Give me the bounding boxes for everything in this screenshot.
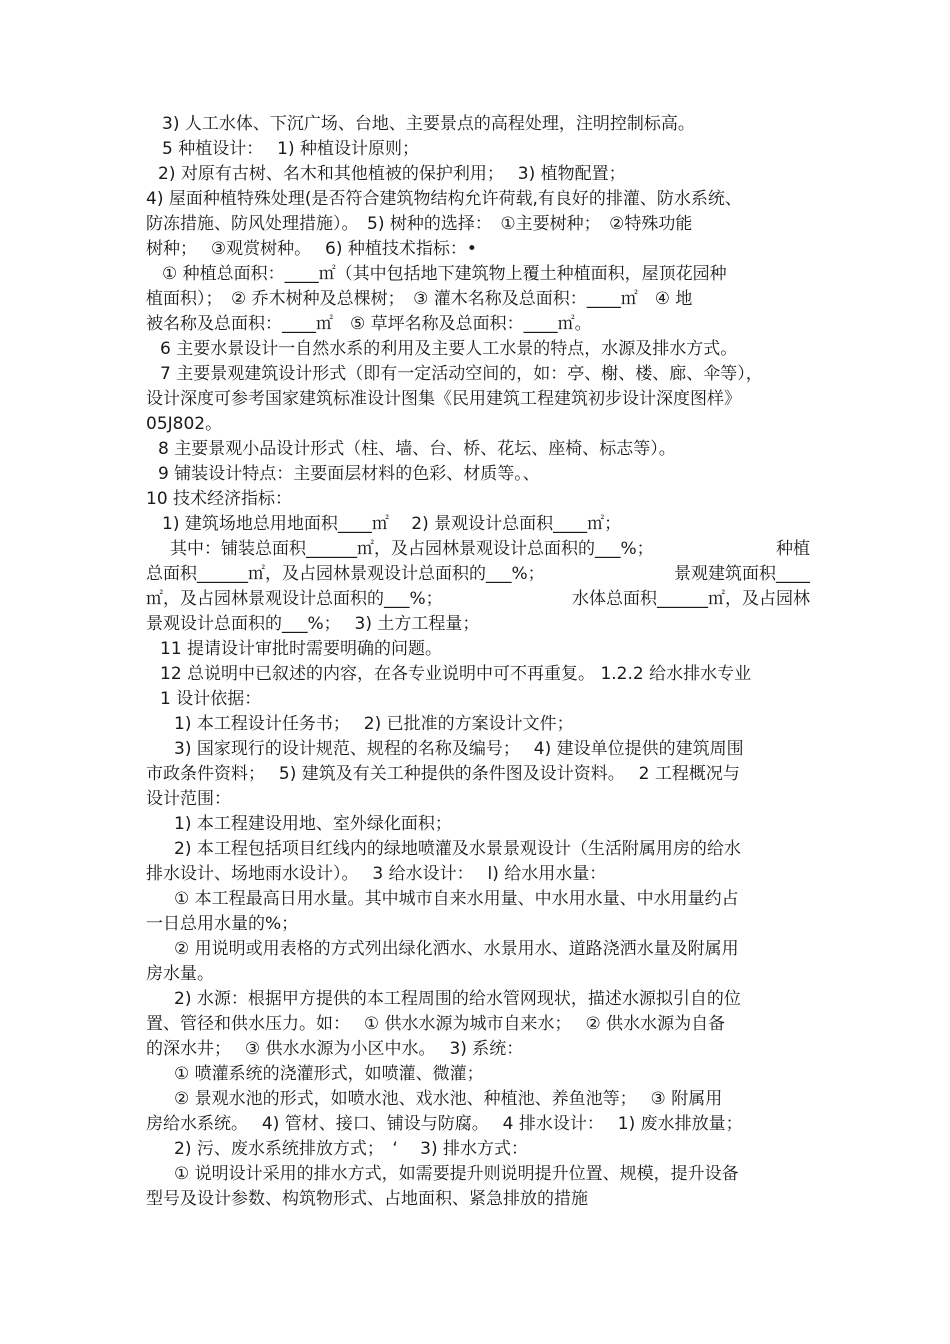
text-segment: 8 主要景观小品设计形式（柱、墙、台、桥、花坛、座椅、标志等）。 xyxy=(158,439,676,459)
text-line xyxy=(146,237,810,262)
text-segment: 1) 本工程建设用地、室外绿化面积； xyxy=(174,814,452,834)
text-line xyxy=(146,187,810,212)
text-segment: 被名称及总面积：____㎡ ⑤ 草坪名称及总面积：____㎡。 xyxy=(146,314,592,334)
text-segment: 排水设计、场地雨水设计）。 3 给水设计： l) 给水用水量： xyxy=(146,864,607,884)
text-line xyxy=(146,412,810,437)
text-line xyxy=(146,287,810,312)
text-segment: 2) 对原有古树、名木和其他植被的保护利用； 3) 植物配置； xyxy=(158,164,626,184)
text-line xyxy=(146,962,810,987)
text-segment: 设计范围： xyxy=(146,789,231,809)
text-line xyxy=(146,937,810,962)
text-line xyxy=(146,537,810,562)
text-segment: 1) 建筑场地总用地面积____㎡ 2) 景观设计总面积____㎡； xyxy=(162,514,622,534)
text-segment: ① 本工程最高日用水量。其中城市自来水用量、中水用水量、中水用量约占 xyxy=(174,889,739,909)
text-segment: 植面积）； ② 乔木树种及总棵树； ③ 灌木名称及总面积：____㎡ ④ 地 xyxy=(146,289,693,309)
text-segment: 的深水井； ③ 供水水源为小区中水。 3) 系统： xyxy=(146,1039,524,1059)
text-line xyxy=(146,587,810,612)
text-line xyxy=(146,337,810,362)
text-line xyxy=(146,462,810,487)
text-line xyxy=(146,1137,810,1162)
text-segment: ① 说明设计采用的排水方式，如需要提升则说明提升位置、规模，提升设备 xyxy=(174,1164,739,1184)
text-segment: 房水量。 xyxy=(146,964,214,984)
text-line xyxy=(146,212,810,237)
text-line xyxy=(146,262,810,287)
text-segment: 10 技术经济指标： xyxy=(146,489,293,509)
text-line xyxy=(146,1187,810,1212)
text-line xyxy=(146,737,810,762)
text-line xyxy=(146,837,810,862)
text-segment: 种植 xyxy=(776,539,810,559)
text-line xyxy=(146,1037,810,1062)
text-line xyxy=(146,787,810,812)
text-segment: 总面积______㎡，及占园林景观设计总面积的___%； xyxy=(146,564,545,584)
text-segment: 其中：铺装总面积______㎡，及占园林景观设计总面积的___%； xyxy=(170,539,654,559)
text-segment: 1) 本工程设计任务书； 2) 已批准的方案设计文件； xyxy=(174,714,574,734)
text-segment: 7 主要景观建筑设计形式（即有一定活动空间的，如：亭、榭、楼、廊、伞等）， xyxy=(160,364,763,384)
text-segment: 水体总面积______㎡，及占园林 xyxy=(572,589,810,609)
text-segment: 6 主要水景设计一自然水系的利用及主要人工水景的特点，水源及排水方式。 xyxy=(160,339,738,359)
text-line xyxy=(146,312,810,337)
text-line xyxy=(146,987,810,1012)
text-segment: 景观建筑面积____ xyxy=(674,564,810,584)
text-line xyxy=(146,562,810,587)
text-segment: 05J802。 xyxy=(146,414,223,434)
text-segment: 5 种植设计： 1) 种植设计原则； xyxy=(162,139,419,159)
text-segment: 一日总用水量的%； xyxy=(146,914,299,934)
text-line xyxy=(146,362,810,387)
text-line xyxy=(146,162,810,187)
text-segment: 树种； ③观赏树种。 6) 种植技术指标：• xyxy=(146,239,477,259)
text-segment: ② 景观水池的形式，如喷水池、戏水池、种植池、养鱼池等； ③ 附属用 xyxy=(174,1089,723,1109)
text-line xyxy=(146,1087,810,1112)
text-segment: 设计深度可参考国家建筑标准设计图集《民用建筑工程建筑初步设计深度图样》 xyxy=(146,389,741,409)
text-segment: 3) 人工水体、下沉广场、台地、主要景点的高程处理，注明控制标高。 xyxy=(162,114,695,134)
text-segment: 防冻措施、防风处理措施）。 5) 树种的选择： ①主要树种； ②特殊功能 xyxy=(146,214,693,234)
text-line xyxy=(146,112,810,137)
text-segment: 2) 本工程包括项目红线内的绿地喷灌及水景景观设计（生活附属用房的给水 xyxy=(174,839,741,859)
text-line xyxy=(146,487,810,512)
text-line xyxy=(146,137,810,162)
text-segment: 景观设计总面积的___%； 3) 土方工程量； xyxy=(146,614,480,634)
text-line xyxy=(146,712,810,737)
text-segment: 2) 水源：根据甲方提供的本工程周围的给水管网现状，描述水源拟引自的位 xyxy=(174,989,741,1009)
text-line xyxy=(146,612,810,637)
text-line xyxy=(146,662,810,687)
text-segment: 市政条件资料； 5) 建筑及有关工种提供的条件图及设计资料。 2 工程概况与 xyxy=(146,764,740,784)
text-segment: 2) 污、废水系统排放方式； ‘ 3) 排水方式： xyxy=(174,1139,529,1159)
text-line xyxy=(146,862,810,887)
text-segment: ② 用说明或用表格的方式列出绿化洒水、水景用水、道路浇洒水量及附属用 xyxy=(174,939,739,959)
text-line xyxy=(146,912,810,937)
text-line xyxy=(146,637,810,662)
text-segment: 9 铺装设计特点：主要面层材料的色彩、材质等。、 xyxy=(158,464,540,484)
text-line xyxy=(146,437,810,462)
text-line xyxy=(146,1112,810,1137)
document-body xyxy=(146,112,810,1212)
text-line xyxy=(146,1062,810,1087)
text-line xyxy=(146,1012,810,1037)
text-line xyxy=(146,387,810,412)
text-segment: ① 喷灌系统的浇灌形式，如喷灌、微灌； xyxy=(174,1064,484,1084)
text-segment: ㎡，及占园林景观设计总面积的___%； xyxy=(146,589,443,609)
text-segment: 3) 国家现行的设计规范、规程的名称及编号； 4) 建设单位提供的建筑周围 xyxy=(174,739,744,759)
text-segment: 11 提请设计审批时需要明确的问题。 xyxy=(160,639,443,659)
text-line xyxy=(146,812,810,837)
text-segment: 房给水系统。 4) 管材、接口、铺设与防腐。 4 排水设计： 1) 废水排放量； xyxy=(146,1114,743,1134)
text-segment: 1 设计依据： xyxy=(160,689,262,709)
text-line xyxy=(146,687,810,712)
text-segment: 型号及设计参数、构筑物形式、占地面积、紧急排放的措施 xyxy=(146,1189,588,1209)
text-line xyxy=(146,512,810,537)
text-segment: 12 总说明中已叙述的内容，在各专业说明中可不再重复。 1.2.2 给水排水专业 xyxy=(160,664,752,684)
text-line xyxy=(146,887,810,912)
text-line xyxy=(146,1162,810,1187)
text-line xyxy=(146,762,810,787)
text-segment: 置、管径和供水压力。如： ① 供水水源为城市自来水； ② 供水水源为自备 xyxy=(146,1014,726,1034)
text-segment: 4) 屋面种植特殊处理(是否符合建筑物结构允许荷载,有良好的排灌、防水系统、 xyxy=(146,189,742,209)
text-segment: ① 种植总面积：____㎡（其中包括地下建筑物上覆土种植面积，屋顶花园种 xyxy=(162,264,727,284)
